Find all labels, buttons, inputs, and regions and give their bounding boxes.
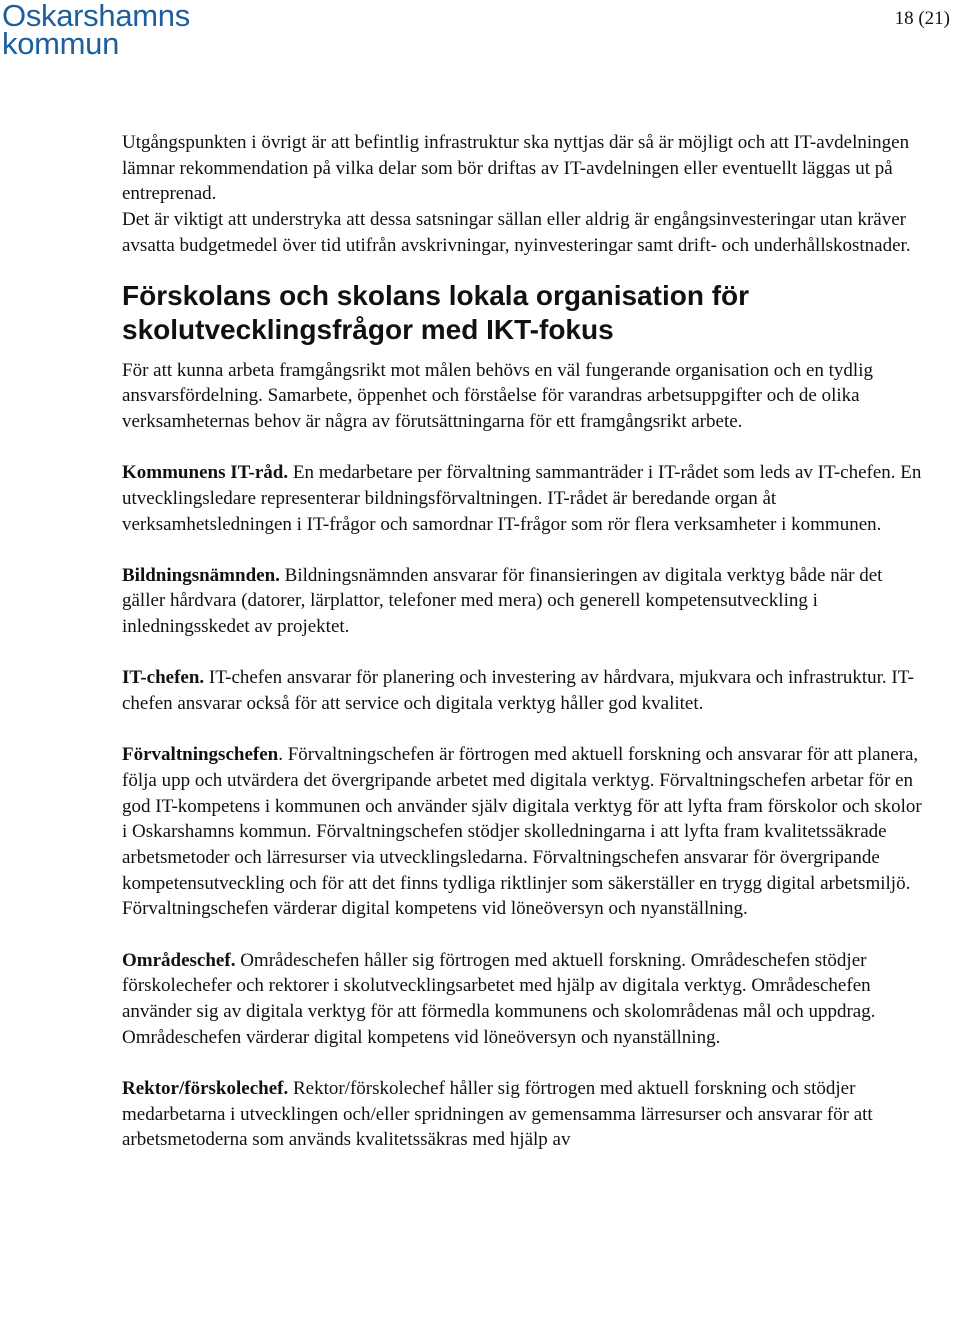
role-text: Bildningsnämnden ansvarar för finansieringen av digitala verktyg både när det gäller hårdvara (datorer, lärplattor, telefoner med mera) och generell kompetensutveckling i inledningsskedet av projektet. [122,564,883,638]
role-title: Bildningsnämnden. [122,564,280,586]
intro-paragraph-1: Utgångspunkten i övrigt är att befintlig infrastruktur ska nyttjas där så är möjligt och att IT-avdelningen lämnar rekommendation på vilka delar som bör driftas av IT-avdelningen eller eventuellt läggas ut på entreprenad. [122,132,910,205]
page-number: 18 (21) [894,8,950,29]
role-title: Förvaltningschefen [122,744,279,766]
role-title: Områdeschef. [122,949,236,971]
intro-paragraph-2: Det är viktigt att understryka att dessa satsningar sällan eller aldrig är engångsinvesteringar utan kräver avsatta budgetmedel över tid utifrån avskrivningar, nyinvesteringar samt drift- och underhållskostnader. [122,209,911,256]
role-text: IT-chefen ansvarar för planering och investering av hårdvara, mjukvara och infrastruktur. IT-chefen ansvarar också för att service och digitala verktyg håller god kvalitet. [122,667,914,715]
role-text: En medarbetare per förvaltning sammanträder i IT-rådet som leds av IT-chefen. En utvecklingsledare representerar bildningsförvaltningen. IT-rådet är beredande organ åt verksamhetsledningen i IT-frågor och samordnar IT-frågor som rör flera verksamheter i kommunen. [122,462,922,535]
role-paragraph-administration-head [122,742,928,922]
role-text: Rektor/förskolechef håller sig förtrogen med aktuell forskning och stödjer medarbetarna i utvecklingen och/eller spridningen av gemensamma lärresurser och ansvarar för att arbetsmetoderna som används kvalitetssäkras med hjälp av [122,1077,873,1151]
role-text: . Förvaltningschefen är förtrogen med aktuell forskning och ansvarar för att planera, följa upp och utvärdera det övergripande arbetet med digitala verktyg. Förvaltningschefen arbetar för en god IT-kompetens i kommunen och använder själv digitala verktyg för att lyfta fram förskolor och skolor i Oskarshamns kommun. Förvaltningschefen stödjer skolledningarna i att lyfta fram kvalitetssäkrade arbetsmetoder och lärresurser via utvecklingsledarna. Förvaltningschefen ansvarar för övergripande kompetensutveckling och för att det finns tydliga riktlinjer som säkerställer en trygg digital arbetsmiljö. Förvaltningschefen värderar digital kompetens vid löneöversyn och nyanställning. [122,744,922,920]
municipality-logo [2,0,190,61]
role-title: IT-chefen. [122,667,205,689]
role-title: Kommunens IT-råd. [122,462,289,484]
role-paragraph-area-manager [122,948,928,1051]
section-intro-paragraph: För att kunna arbeta framgångsrikt mot målen behövs en väl fungerande organisation och en tydlig ansvarsfördelning. Samarbete, öppenhet och förståelse för varandras arbetsuppgifter och de olika verksamheternas behov är några av förutsättningarna för ett framgångsrikt arbete. [122,359,873,432]
section-heading: Förskolans och skolans lokala organisation för skolutvecklingsfrågor med IKT-fokus [122,279,750,345]
role-paragraph-it-council [122,460,928,537]
role-paragraph-education-board [122,563,928,640]
role-paragraph-principal [122,1076,928,1153]
role-paragraph-it-manager [122,665,928,716]
role-text: Områdeschefen håller sig förtrogen med aktuell forskning. Områdeschefen stödjer förskolechefer och rektorer i skolutvecklingsarbetet med hjälp av digitala verktyg. Områdeschefen använder sig av digitala verktyg för att förmedla kommunens och skolområdenas mål och uppdrag. Områdeschefen värderar digital kompetens vid löneöversyn och nyanställning. [122,949,876,1048]
logo-line-2: kommun [2,26,120,61]
logo-line-1: Oskarshamns [2,0,190,33]
role-title: Rektor/förskolechef. [122,1077,289,1099]
document-body [122,130,928,1153]
